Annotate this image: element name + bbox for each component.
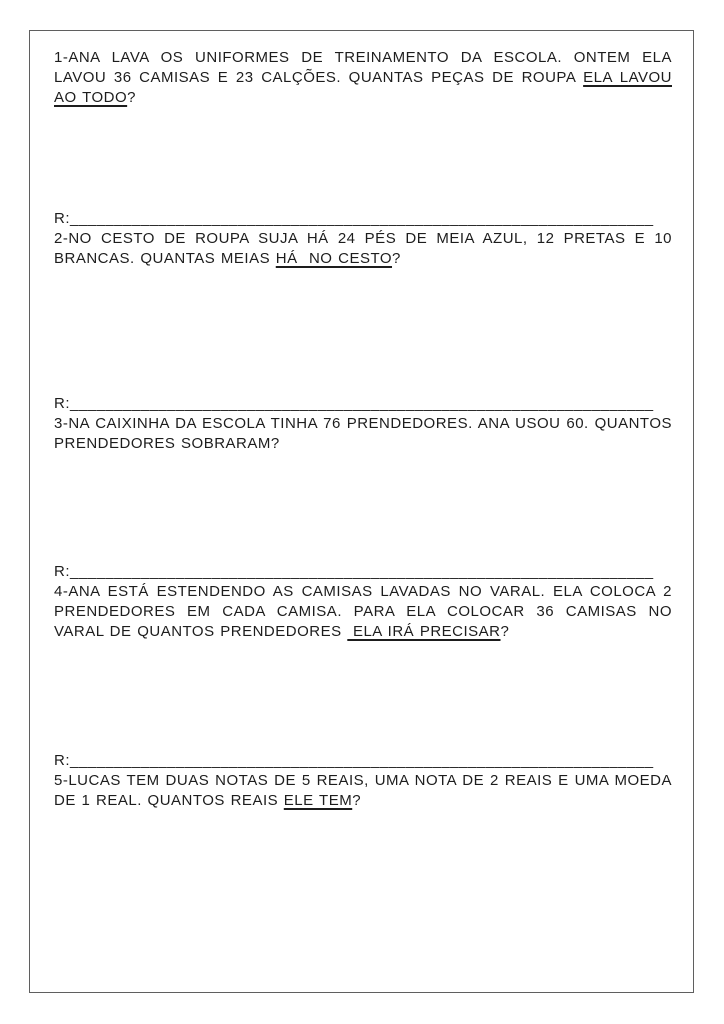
question-text: 3-NA CAIXINHA DA ESCOLA TINHA 76 PRENDEDORES. ANA USOU 60. QUANTOS PRENDEDORES SOBRARAM? (54, 415, 672, 452)
question-emphasis-underlined: ELA IRÁ PRECISAR (347, 623, 501, 640)
answer-label: R: (54, 563, 70, 580)
problem-3-answer-line[interactable] (54, 562, 672, 582)
answer-label: R: (54, 395, 70, 412)
problem-3-workspace[interactable] (54, 454, 672, 562)
problem-1 (54, 48, 672, 229)
question-text: 5-LUCAS TEM DUAS NOTAS DE 5 REAIS, UMA NOTA DE 2 REAIS E UMA MOEDA DE 1 REAL. QUANTOS REAIS (54, 772, 672, 809)
problem-3-question (54, 414, 672, 454)
answer-blank[interactable]: __________________________________________________________________ (70, 563, 654, 580)
problem-4-workspace[interactable] (54, 642, 672, 751)
problem-2-workspace[interactable] (54, 269, 672, 394)
answer-label: R: (54, 752, 70, 769)
question-emphasis-underlined: HÁ NO CESTO (275, 250, 393, 267)
question-text: ? (392, 250, 401, 267)
problem-3 (54, 414, 672, 582)
problem-1-question (54, 48, 672, 108)
problem-1-answer-line[interactable] (54, 209, 672, 229)
question-text: 4-ANA ESTÁ ESTENDENDO AS CAMISAS LAVADAS NO VARAL. ELA COLOCA 2 PRENDEDORES EM CADA CAMISA. PARA ELA COLOCAR 36 CAMISAS NO VARAL DE QUANTOS PRENDEDORES (54, 583, 672, 640)
question-text: 1-ANA LAVA OS UNIFORMES DE TREINAMENTO DA ESCOLA. ONTEM ELA LAVOU 36 CAMISAS E 23 CALÇÕES. QUANTAS PEÇAS DE ROUPA (54, 49, 672, 86)
question-emphasis-underlined: ELE TEM (283, 792, 353, 809)
problem-2-answer-line[interactable] (54, 394, 672, 414)
answer-blank[interactable]: __________________________________________________________________ (70, 210, 654, 227)
problem-5-question (54, 771, 672, 811)
problem-5 (54, 771, 672, 811)
question-text: ? (127, 89, 136, 106)
problem-4-answer-line[interactable] (54, 751, 672, 771)
page-border-frame (29, 30, 694, 993)
question-emphasis-underlined: ELA LAVOU AO TODO (54, 69, 672, 106)
question-text: 2-NO CESTO DE ROUPA SUJA HÁ 24 PÉS DE MEIA AZUL, 12 PRETAS E 10 BRANCAS. QUANTAS MEIAS (54, 230, 672, 267)
question-text: ? (500, 623, 510, 640)
problem-2 (54, 229, 672, 414)
problem-1-workspace[interactable] (54, 108, 672, 209)
answer-label: R: (54, 210, 70, 227)
problem-2-question (54, 229, 672, 269)
problem-4 (54, 582, 672, 771)
answer-blank[interactable]: __________________________________________________________________ (70, 752, 654, 769)
question-text: ? (352, 792, 362, 809)
problem-4-question (54, 582, 672, 642)
answer-blank[interactable]: __________________________________________________________________ (70, 395, 654, 412)
